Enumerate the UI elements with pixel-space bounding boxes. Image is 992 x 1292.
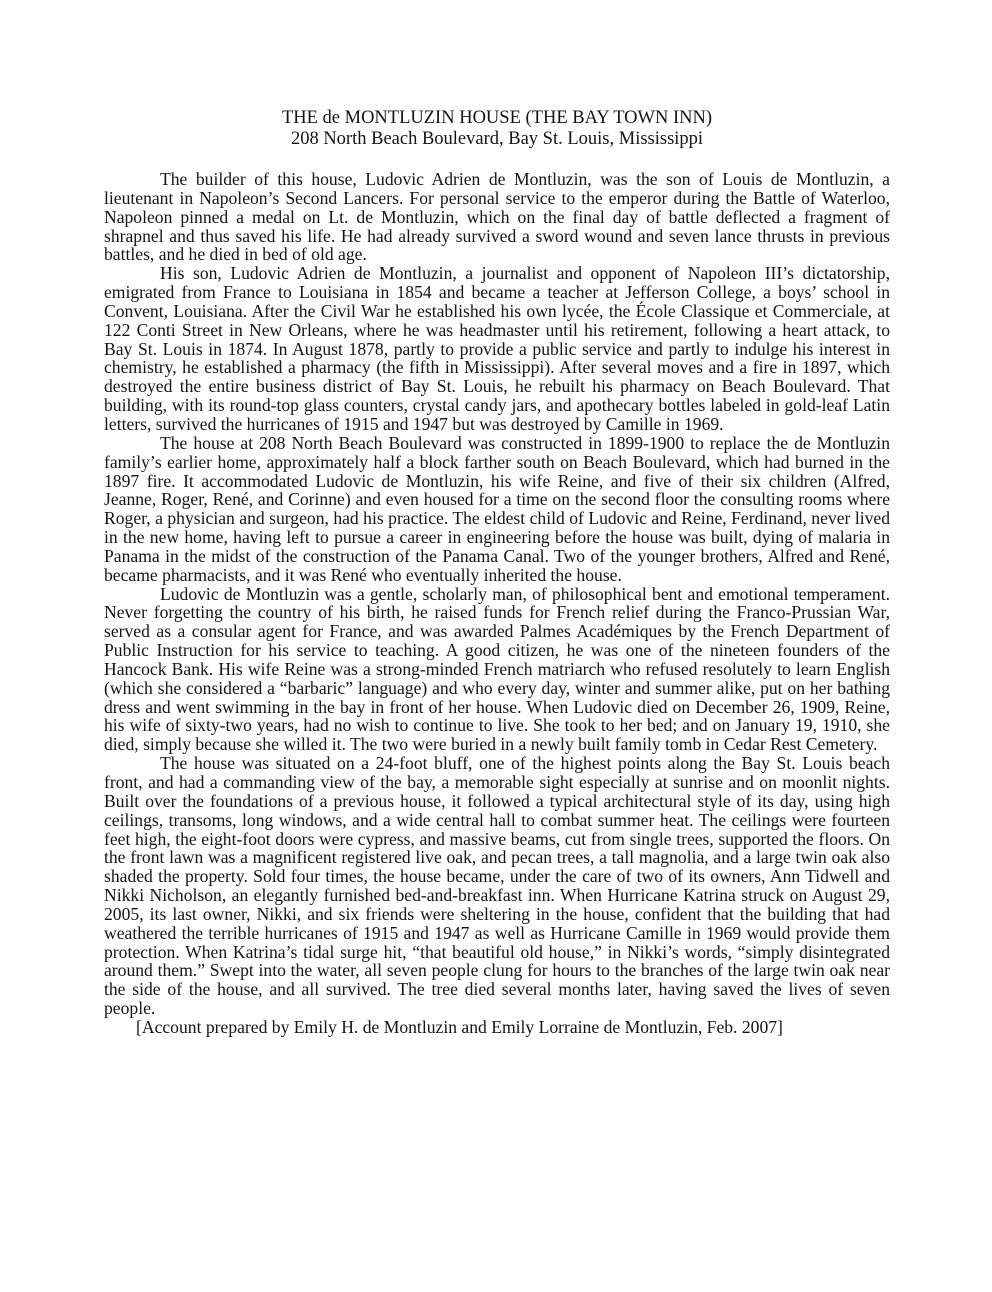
paragraph-house-construction: The house at 208 North Beach Boulevard was constructed in 1899-1900 to replace the de Montluzin family’s earlier home, approximately half a block farther south on Beach Boulevard, which had burned in the 1897 fire. It accommodated Ludovic de Montluzin, his wife Reine, and five of their six children (Alfred, Jeanne, Roger, René, and Corinne) and even housed for a time on the second floor the consulting rooms where Roger, a physician and surgeon, had his practice. The eldest child of Ludovic and Reine, Ferdinand, never lived in the new home, having left to pursue a career in engineering before the house was built, dying of malaria in Panama in the midst of the construction of the Panama Canal. Two of the younger brothers, Alfred and René, became pharmacists, and it was René who eventually inherited the house. [104,432,890,585]
document-address: 208 North Beach Boulevard, Bay St. Louis, Mississippi [290,129,704,149]
paragraph-house-history: The house was situated on a 24-foot bluff, one of the highest points along the Bay St. Louis beach front, and had a commanding view of the bay, a memorable sight especially at sunrise and on moonlit nights. Built over the foundations of a previous house, it followed a typical architectural style of its day, using high ceilings, transoms, long windows, and a wide central hall to combat summer heat. The ceilings were fourteen feet high, the eight-foot doors were cypress, and massive beams, cut from single trees, supported the floors. On the front lawn was a magnificent registered live oak, and pecan trees, a tall magnolia, and a large twin oak also shaded the property. Sold four times, the house became, under the care of two of its owners, Ann Tidwell and Nikki Nicholson, an elegantly furnished bed-and-breakfast inn. When Hurricane Katrina struck on August 29, 2005, its last owner, Nikki, and six friends were sheltering in the house, confident that the building that had weathered the terrible hurricanes of 1915 and 1947 as well as Hurricane Camille in 1969 would provide them protection. When Katrina’s tidal surge hit, “that beautiful old house,” in Nikki’s words, “simply disintegrated around them.” Swept into the water, all seven people clung for hours to the branches of the large twin oak near the side of the house, and all survived. The tree died several months later, having saved the lives of seven people. [104,753,890,1019]
account-credit: [Account prepared by Emily H. de Montluzin and Emily Lorraine de Montluzin, Feb. 2007] [136,1016,783,1037]
document-title: THE de MONTLUZIN HOUSE (THE BAY TOWN INN) [281,108,713,128]
paragraph-son: His son, Ludovic Adrien de Montluzin, a journalist and opponent of Napoleon III’s dictatorship, emigrated from France to Louisiana in 1854 and became a teacher at Jefferson College, a boys’ school in Convent, Louisiana. After the Civil War he established his own lycée, the École Classique et Commerciale, at 122 Conti Street in New Orleans, where he was headmaster until his retirement, following a heart attack, to Bay St. Louis in 1874. In August 1878, partly to provide a public service and partly to indulge his interest in chemistry, he established a pharmacy (the fifth in Mississippi). After several moves and a fire in 1897, which destroyed the entire business district of Bay St. Louis, he rebuilt his pharmacy on Beach Boulevard. That building, with its round-top glass counters, crystal candy jars, and apothecary bottles labeled in gold-leaf Latin letters, survived the hurricanes of 1915 and 1947 but was destroyed by Camille in 1969. [104,263,890,434]
paragraph-builder: The builder of this house, Ludovic Adrien de Montluzin, was the son of Louis de Montluzin, a lieutenant in Napoleon’s Second Lancers. For personal service to the emperor during the Battle of Waterloo, Napoleon pinned a medal on Lt. de Montluzin, which on the final day of battle deflected a fragment of shrapnel and thus saved his life. He had already survived a sword wound and seven lance thrusts in previous battles, and he died in bed of old age. [104,169,890,265]
document-body [104,170,890,1037]
document-header [104,108,890,150]
paragraph-ludovic-character: Ludovic de Montluzin was a gentle, scholarly man, of philosophical bent and emotional temperament. Never forgetting the country of his birth, he raised funds for French relief during the Franco-Prussian War, served as a consular agent for France, and was awarded Palmes Académiques by the French Department of Public Instruction for his service to teaching. A good citizen, he was one of the nineteen founders of the Hancock Bank. His wife Reine was a strong-minded French matriarch who refused resolutely to learn English (which she considered a “barbaric” language) and who every day, winter and summer alike, put on her bathing dress and went swimming in the bay in front of her house. When Ludovic died on December 26, 1909, Reine, his wife of sixty-two years, had no wish to continue to live. She took to her bed; and on January 19, 1910, she died, simply because she willed it. The two were buried in a newly built family tomb in Cedar Rest Cemetery. [104,583,890,755]
